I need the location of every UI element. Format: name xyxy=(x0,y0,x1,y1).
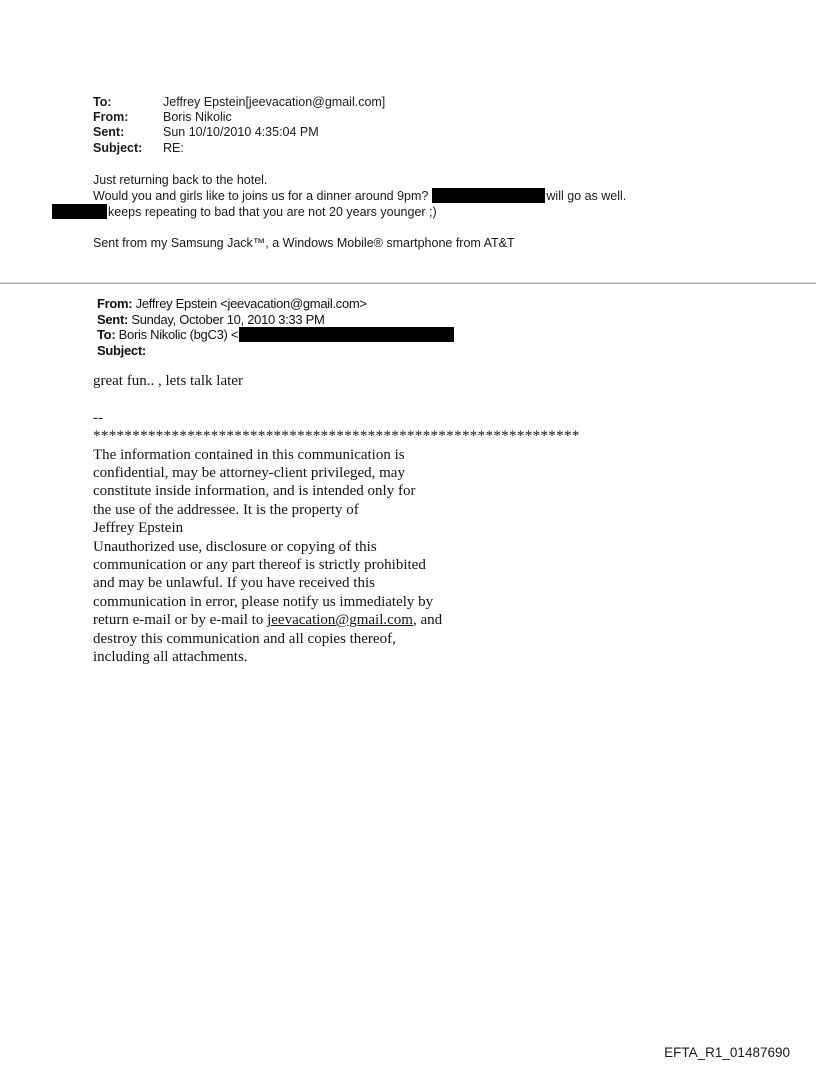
email2-from-value: Jeffrey Epstein <jeevacation@gmail.com> xyxy=(132,296,367,311)
email1-signature: Sent from my Samsung Jack™, a Windows Mobile® smartphone from AT&T xyxy=(93,235,515,250)
email2-header-from xyxy=(97,296,757,312)
email1-to-label: To: xyxy=(93,95,112,109)
disclaimer-line: communication or any part thereof is strictly prohibited xyxy=(93,557,426,574)
email2-sent-value: Sunday, October 10, 2010 3:33 PM xyxy=(128,311,325,327)
disclaimer-link-line xyxy=(93,611,713,629)
email2-body xyxy=(93,372,713,666)
disclaimer-line: Unauthorized use, disclosure or copying of this xyxy=(93,538,377,555)
email1-sent-value: Sun 10/10/2010 4:35:04 PM xyxy=(163,125,319,140)
email1-header-sent xyxy=(93,125,753,140)
disclaimer-line: communication in error, please notify us immediately by xyxy=(93,593,434,610)
email1-body-line2 xyxy=(93,188,753,204)
email2-body-line1: great fun.. , lets talk later xyxy=(93,373,243,389)
email1-to-value: Jeffrey Epstein[jeevacation@gmail.com] xyxy=(163,95,386,109)
blank-line xyxy=(93,220,753,235)
signature-separator: -- xyxy=(93,409,103,426)
email1-header-to xyxy=(93,95,753,110)
email-address-link[interactable]: jeevacation@gmail.com xyxy=(267,612,413,629)
email2-header-sent xyxy=(97,312,757,328)
email1-subject-value: RE: xyxy=(163,140,184,155)
disclaimer-line: including all attachments. xyxy=(93,649,248,666)
disclaimer-line: the use of the addressee. It is the property of xyxy=(93,501,359,518)
email2-to-label: To: xyxy=(97,327,116,342)
disclaimer-line: constitute inside information, and is intended only for xyxy=(93,483,416,500)
email1-body-line2-tail: will go as well. xyxy=(546,189,627,204)
disclaimer-line: Jeffrey Epstein xyxy=(93,520,184,537)
asterisk-divider: ************************************************************** xyxy=(93,428,580,445)
email1-body-line3 xyxy=(93,204,753,220)
email2-from-label: From: xyxy=(97,296,133,311)
blank-line xyxy=(93,390,713,408)
email1-body-line3-text: keeps repeating to bad that you are not 20 years younger ;) xyxy=(108,205,437,220)
email2-header xyxy=(97,296,757,358)
email1-header-subject xyxy=(93,141,753,156)
email2-sent-label: Sent: xyxy=(97,311,129,327)
bates-number: EFTA_R1_01487690 xyxy=(664,1045,790,1060)
redaction-bar xyxy=(52,204,107,219)
redaction-bar xyxy=(432,188,545,203)
email1-subject-label: Subject: xyxy=(93,140,143,155)
disclaimer-line: destroy this communication and all copies thereof, xyxy=(93,630,396,647)
disclaimer-line: confidential, may be attorney-client privileged, may xyxy=(93,465,405,482)
email1-body-line1: Just returning back to the hotel. xyxy=(93,172,268,187)
email1-body-line2-text: Would you and girls like to joins us for a dinner around 9pm? xyxy=(93,189,429,204)
email2-header-to xyxy=(97,327,757,343)
email1-from-label: From: xyxy=(93,110,129,125)
redaction-bar xyxy=(239,327,454,342)
disclaimer-link-post: , and xyxy=(412,612,443,629)
disclaimer-link-pre: return e-mail or by e-mail to xyxy=(93,612,268,629)
email2-header-subject xyxy=(97,343,757,359)
disclaimer-line: and may be unlawful. If you have received this xyxy=(93,575,375,592)
email2-to-value: Boris Nikolic (bgC3) < xyxy=(115,327,239,342)
disclaimer-line: The information contained in this communication is xyxy=(93,446,405,463)
email1-from-value: Boris Nikolic xyxy=(163,110,232,125)
email1-body xyxy=(93,173,753,251)
email2-subject-label: Subject: xyxy=(97,342,146,358)
email1-header-from xyxy=(93,110,753,125)
section-divider xyxy=(0,282,816,284)
email1-sent-label: Sent: xyxy=(93,125,125,140)
email1-section xyxy=(93,95,753,251)
